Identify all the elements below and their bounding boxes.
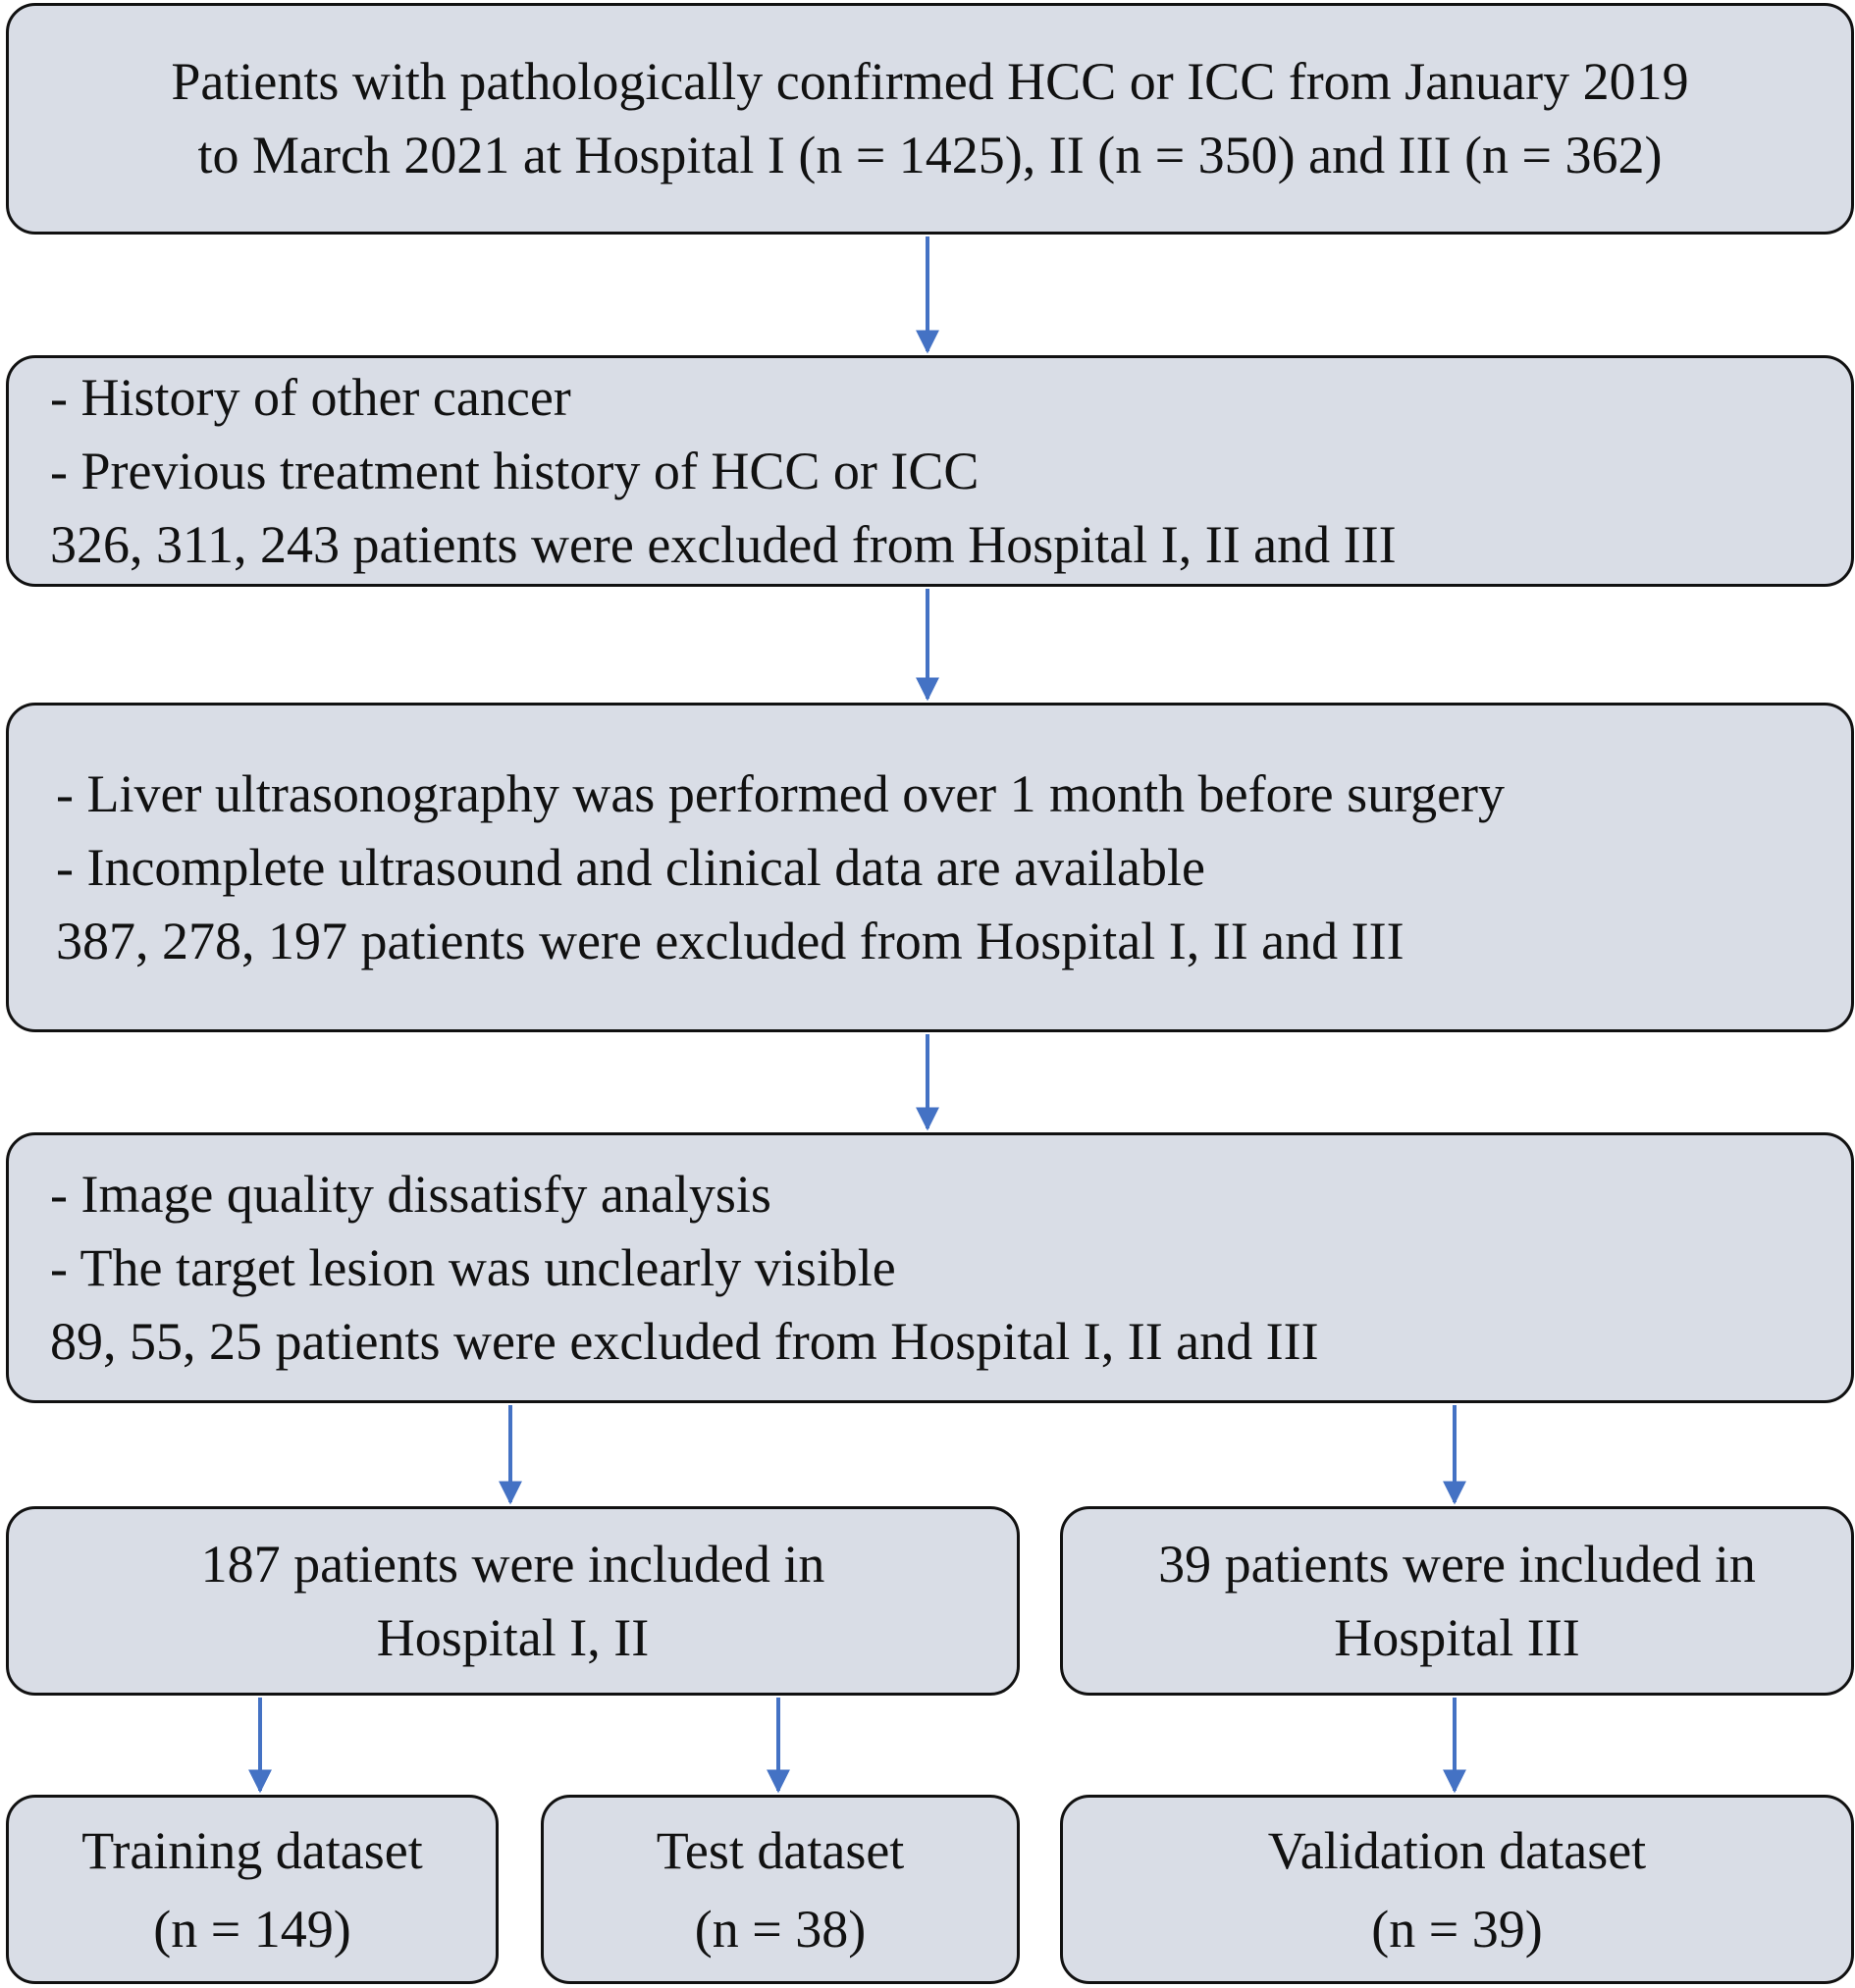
box-exclusion-1 — [6, 355, 1854, 587]
box-initial-cohort — [6, 3, 1854, 235]
box-initial-line-2: to March 2021 at Hospital I (n = 1425), II (n = 350) and III (n = 362) — [197, 126, 1663, 184]
box-exclusion-2 — [6, 703, 1854, 1032]
box-exclusion-1-line-3: 326, 311, 243 patients were excluded from Hospital I, II and III — [50, 514, 1397, 574]
box-training-dataset — [6, 1795, 499, 1984]
box-test-dataset — [541, 1795, 1020, 1984]
box-initial-line-1: Patients with pathologically confirmed HCC or ICC from January 2019 — [171, 52, 1689, 111]
box-validation-dataset — [1060, 1795, 1854, 1984]
box-exclusion-3-line-3: 89, 55, 25 patients were excluded from Hospital I, II and III — [50, 1311, 1319, 1371]
box-included-hospital-1-2 — [6, 1506, 1020, 1696]
box-included-3-line-2: Hospital III — [1334, 1607, 1580, 1667]
box-exclusion-2-line-3: 387, 278, 197 patients were excluded from Hospital I, II and III — [56, 911, 1404, 970]
box-exclusion-3-line-2: - The target lesion was unclearly visible — [50, 1237, 896, 1297]
box-included-1-2-line-2: Hospital I, II — [376, 1607, 650, 1667]
box-exclusion-2-line-2: - Incomplete ultrasound and clinical data are available — [56, 837, 1205, 897]
box-test-line-1: Test dataset — [656, 1820, 905, 1880]
box-test-line-2: (n = 38) — [694, 1899, 867, 1959]
box-exclusion-2-line-1: - Liver ultrasonography was performed over 1 month before surgery — [56, 763, 1506, 823]
box-included-hospital-3 — [1060, 1506, 1854, 1696]
box-validation-line-2: (n = 39) — [1371, 1899, 1543, 1959]
box-validation-line-1: Validation dataset — [1267, 1820, 1647, 1880]
box-exclusion-3 — [6, 1132, 1854, 1403]
box-training-line-1: Training dataset — [81, 1820, 423, 1880]
box-exclusion-1-line-1: - History of other cancer — [50, 367, 571, 427]
box-exclusion-1-line-2: - Previous treatment history of HCC or ICC — [50, 441, 980, 500]
box-included-1-2-line-1: 187 patients were included in — [200, 1534, 825, 1594]
box-training-line-2: (n = 149) — [153, 1899, 351, 1959]
box-exclusion-3-line-1: - Image quality dissatisfy analysis — [50, 1164, 771, 1224]
box-included-3-line-1: 39 patients were included in — [1158, 1534, 1756, 1594]
